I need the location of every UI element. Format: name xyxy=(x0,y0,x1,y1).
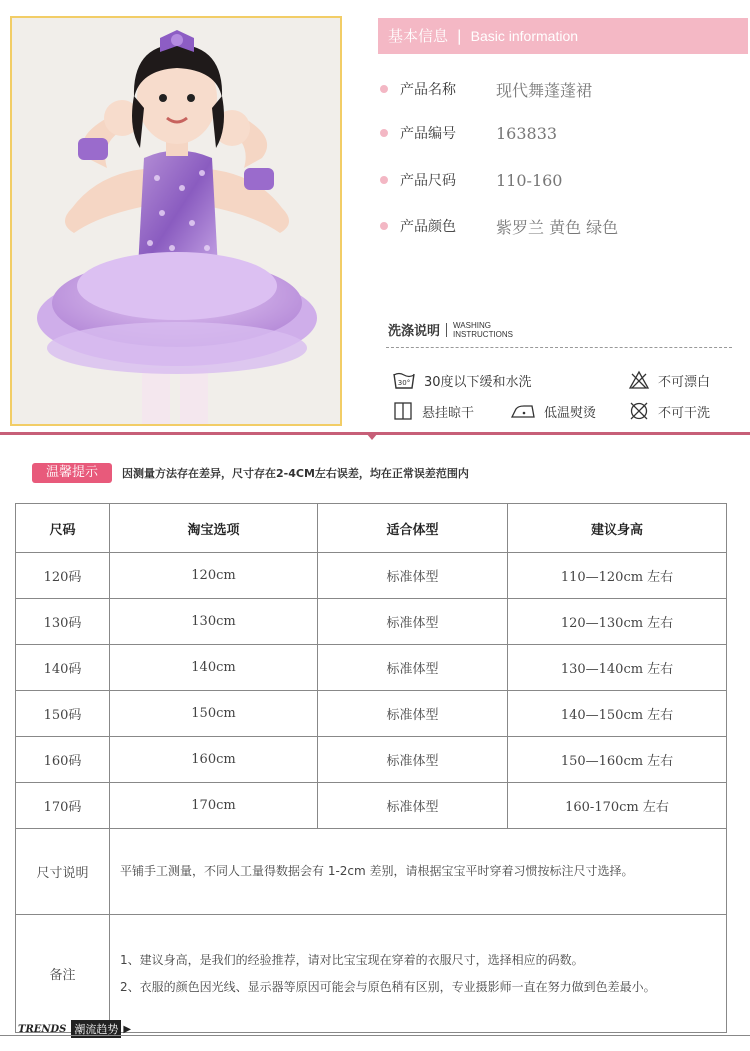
table-row xyxy=(16,599,727,645)
cell-body: 标准体型 xyxy=(318,599,508,645)
remark-text xyxy=(110,915,727,1033)
wash-item-no-dry-clean xyxy=(628,401,710,421)
hang-dry-icon xyxy=(392,401,414,421)
cell-option: 150cm xyxy=(110,691,318,737)
wash-text: 低温熨烫 xyxy=(544,405,597,421)
info-label: 产品名称 xyxy=(400,82,456,98)
info-row-code xyxy=(380,118,557,148)
cell-body: 标准体型 xyxy=(318,645,508,691)
cell-option: 120cm xyxy=(110,553,318,599)
cell-size: 150码 xyxy=(16,691,110,737)
cell-size: 140码 xyxy=(16,645,110,691)
table-row xyxy=(16,783,727,829)
header-cell: 建议身高 xyxy=(508,504,727,553)
bullet-dot-icon xyxy=(380,129,388,137)
wash-item-low-iron xyxy=(510,401,596,421)
bullet-dot-icon xyxy=(380,85,388,93)
info-value: 现代舞蓬蓬裙 xyxy=(496,80,593,100)
cell-option: 160cm xyxy=(110,737,318,783)
cell-height: 130—140cm 左右 xyxy=(508,645,727,691)
tip-text: 因测量方法存在差异，尺寸存在2-4CM左右误差，均在正常误差范围内 xyxy=(122,467,469,480)
no-bleach-icon xyxy=(628,370,650,390)
washing-title-zh: 洗涤说明 xyxy=(388,324,441,339)
info-value: 紫罗兰 黄色 绿色 xyxy=(496,217,619,237)
info-label: 产品尺码 xyxy=(400,173,456,189)
remark-label: 备注 xyxy=(16,915,110,1033)
info-value: 163833 xyxy=(496,123,558,143)
remark-line-2: 2、衣服的颜色因光线、显示器等原因可能会与原色稍有区别，专业摄影师一直在努力做到色差最小。 xyxy=(120,979,656,994)
cell-height: 140—150cm 左右 xyxy=(508,691,727,737)
size-table xyxy=(15,503,727,1033)
wash-text: 不可漂白 xyxy=(658,374,711,390)
cell-height: 110—120cm 左右 xyxy=(508,553,727,599)
basic-info-title-en: Basic information xyxy=(470,28,579,44)
cell-body: 标准体型 xyxy=(318,553,508,599)
washing-title-en: WASHING INSTRUCTIONS xyxy=(453,320,514,339)
wash-text: 不可干洗 xyxy=(658,405,711,421)
remark-row xyxy=(16,915,727,1033)
cell-option: 140cm xyxy=(110,645,318,691)
cell-size: 170码 xyxy=(16,783,110,829)
table-row xyxy=(16,645,727,691)
wash-text: 30度以下缓和水洗 xyxy=(424,374,532,390)
cell-size: 130码 xyxy=(16,599,110,645)
table-row xyxy=(16,691,727,737)
washing-divider xyxy=(386,347,732,348)
wash-text: 悬挂晾干 xyxy=(422,405,475,421)
size-note-label: 尺寸说明 xyxy=(16,829,110,915)
trends-zh: 潮流趋势 xyxy=(71,1020,121,1038)
wash-30-icon xyxy=(392,370,416,390)
divider-notch-icon xyxy=(366,433,378,440)
size-note-row xyxy=(16,829,727,915)
table-row xyxy=(16,553,727,599)
tip-badge: 温馨提示 xyxy=(32,463,112,483)
cell-option: 170cm xyxy=(110,783,318,829)
cell-body: 标准体型 xyxy=(318,737,508,783)
info-value: 110-160 xyxy=(496,170,563,190)
cell-size: 160码 xyxy=(16,737,110,783)
product-photo xyxy=(10,16,342,426)
info-row-color xyxy=(380,211,618,241)
bullet-dot-icon xyxy=(380,176,388,184)
info-label: 产品颜色 xyxy=(400,219,456,235)
play-arrow-icon: ▶ xyxy=(123,1023,132,1035)
info-row-name xyxy=(380,74,592,104)
basic-info-title-zh: 基本信息 xyxy=(388,27,449,45)
basic-info-header: 基本信息 | Basic information xyxy=(378,18,748,54)
cell-height: 120—130cm 左右 xyxy=(508,599,727,645)
table-header-row xyxy=(16,504,727,553)
header-cell: 淘宝选项 xyxy=(110,504,318,553)
wash-item-hang-dry xyxy=(392,401,474,421)
header-cell: 适合体型 xyxy=(318,504,508,553)
info-row-size xyxy=(380,165,562,195)
bullet-dot-icon xyxy=(380,222,388,230)
no-dry-clean-icon xyxy=(628,401,650,421)
info-label: 产品编号 xyxy=(400,126,456,142)
low-iron-icon xyxy=(510,401,536,421)
table-row xyxy=(16,737,727,783)
svg-text:30°: 30° xyxy=(397,379,411,387)
cell-body: 标准体型 xyxy=(318,691,508,737)
wash-item-30 xyxy=(392,370,532,390)
size-note-text: 平铺手工测量，不同人工量得数据会有 1-2cm 差别，请根据宝宝平时穿着习惯按标注尺寸选择。 xyxy=(110,829,727,915)
cell-body: 标准体型 xyxy=(318,783,508,829)
washing-title xyxy=(388,320,513,339)
cell-height: 150—160cm 左右 xyxy=(508,737,727,783)
cell-height: 160-170cm 左右 xyxy=(508,783,727,829)
trends-en: TRENDS xyxy=(18,1023,67,1035)
bottom-divider xyxy=(0,1035,750,1036)
header-cell: 尺码 xyxy=(16,504,110,553)
wash-item-no-bleach xyxy=(628,370,710,390)
remark-line-1: 1、建议身高，是我们的经验推荐，请对比宝宝现在穿着的衣服尺寸，选择相应的码数。 xyxy=(120,952,584,967)
girl-in-tutu-illustration xyxy=(12,18,340,424)
cell-option: 130cm xyxy=(110,599,318,645)
cell-size: 120码 xyxy=(16,553,110,599)
